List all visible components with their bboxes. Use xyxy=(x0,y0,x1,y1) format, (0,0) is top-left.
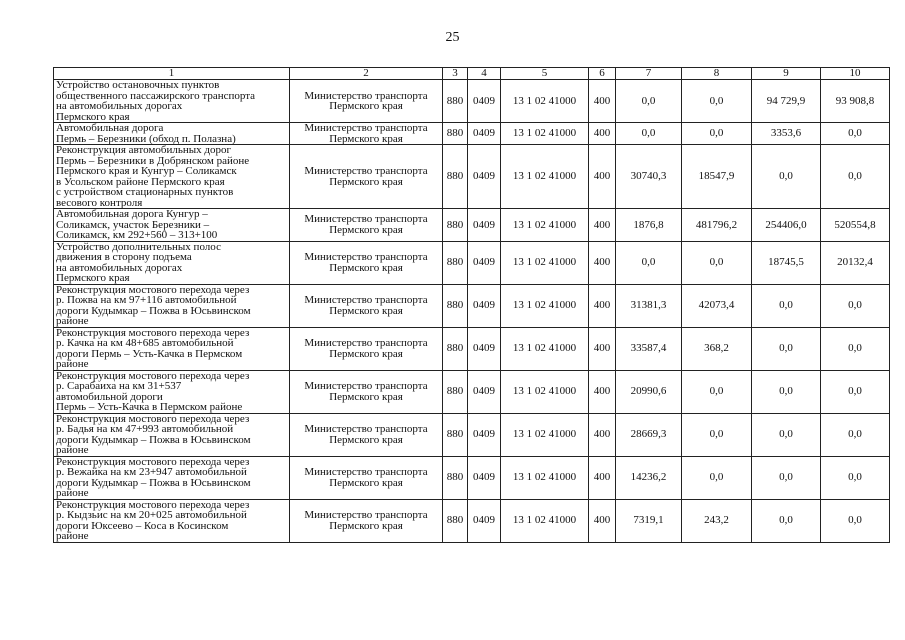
section-code-cell: 0409 xyxy=(468,209,501,242)
section-code-cell: 0409 xyxy=(468,80,501,123)
amount-cell: 0,0 xyxy=(752,413,821,456)
object-name-line: районе xyxy=(56,444,89,456)
department-code-cell: 880 xyxy=(443,413,468,456)
section-code-cell: 0409 xyxy=(468,413,501,456)
amount-cell: 18547,9 xyxy=(682,145,752,209)
amount-cell: 520554,8 xyxy=(821,209,890,242)
expense-type-cell: 400 xyxy=(589,123,616,145)
object-name-line: на автомобильных дорогах xyxy=(56,100,183,112)
object-name-line: районе xyxy=(56,315,89,327)
table-row xyxy=(54,80,890,123)
object-name-line: общественного пассажирского транспорта xyxy=(56,89,256,102)
expense-type-cell: 400 xyxy=(589,499,616,542)
table-header-row xyxy=(54,68,890,80)
object-name-cell xyxy=(54,370,290,413)
object-name-line: дороги Пермь – Усть-Качка в Пермском xyxy=(56,347,243,360)
table-body xyxy=(54,80,890,543)
section-code-cell: 0409 xyxy=(468,456,501,499)
department-code-cell: 880 xyxy=(443,327,468,370)
section-code-cell: 0409 xyxy=(468,284,501,327)
expense-type-cell: 400 xyxy=(589,80,616,123)
amount-cell: 14236,2 xyxy=(616,456,682,499)
object-name-line: р. Качка на км 48+685 автомобильной xyxy=(56,337,234,349)
object-name-line: Пермь – Усть-Качка в Пермском районе xyxy=(56,401,243,413)
target-article-cell: 13 1 02 41000 xyxy=(501,370,589,413)
amount-cell: 0,0 xyxy=(821,284,890,327)
section-code-cell: 0409 xyxy=(468,327,501,370)
page-number: 25 xyxy=(445,30,460,45)
object-name-cell xyxy=(54,209,290,242)
amount-cell: 0,0 xyxy=(682,80,752,123)
amount-cell: 30740,3 xyxy=(616,145,682,209)
amount-cell: 0,0 xyxy=(752,284,821,327)
target-article-cell: 13 1 02 41000 xyxy=(501,327,589,370)
object-name-line: р. Бадья на км 47+993 автомобильной xyxy=(56,423,234,435)
ministry-cell: Министерство транспорта Пермского края xyxy=(290,456,443,499)
object-name-line: районе xyxy=(56,530,89,542)
header-cell: 2 xyxy=(290,68,443,80)
header-cell: 8 xyxy=(682,68,752,80)
object-name-line: р. Кыдзьис на км 20+025 автомобильной xyxy=(56,509,247,521)
amount-cell: 0,0 xyxy=(752,327,821,370)
table-row xyxy=(54,241,890,284)
object-name-line: Реконструкция автомобильных дорог xyxy=(56,144,231,156)
ministry-cell: Министерство транспорта Пермского края xyxy=(290,209,443,242)
object-name-line: Реконструкция мостового перехода через xyxy=(56,413,250,425)
expense-type-cell: 400 xyxy=(589,145,616,209)
header-cell: 1 xyxy=(54,68,290,80)
amount-cell: 31381,3 xyxy=(616,284,682,327)
ministry-cell: Министерство транспорта Пермского края xyxy=(290,123,443,145)
header-cell: 7 xyxy=(616,68,682,80)
object-name-line: Реконструкция мостового перехода через xyxy=(56,456,250,468)
object-name-line: Пермь – Березники в Добрянском районе xyxy=(56,154,250,167)
expense-type-cell: 400 xyxy=(589,284,616,327)
section-code-cell: 0409 xyxy=(468,123,501,145)
amount-cell: 0,0 xyxy=(821,499,890,542)
object-name-line: на автомобильных дорогах xyxy=(56,261,183,274)
amount-cell: 0,0 xyxy=(821,123,890,145)
department-code-cell: 880 xyxy=(443,499,468,542)
ministry-cell: Министерство транспорта Пермского края xyxy=(290,145,443,209)
object-name-cell xyxy=(54,413,290,456)
object-name-line: Устройство остановочных пунктов xyxy=(56,79,220,91)
object-name-line: дороги Кудымкар – Пожва в Юсьвинском xyxy=(56,304,251,317)
object-name-line: весового контроля xyxy=(56,196,143,209)
object-name-line: Автомобильная дорога xyxy=(56,122,164,134)
amount-cell: 0,0 xyxy=(752,456,821,499)
ministry-cell: Министерство транспорта Пермского края xyxy=(290,370,443,413)
target-article-cell: 13 1 02 41000 xyxy=(501,413,589,456)
object-name-line: р. Вежайка на км 23+947 автомобильной xyxy=(56,466,247,478)
amount-cell: 481796,2 xyxy=(682,209,752,242)
expense-type-cell: 400 xyxy=(589,209,616,242)
amount-cell: 254406,0 xyxy=(752,209,821,242)
target-article-cell: 13 1 02 41000 xyxy=(501,80,589,123)
amount-cell: 20132,4 xyxy=(821,241,890,284)
object-name-line: Автомобильная дорога Кунгур – xyxy=(56,208,208,220)
table-row xyxy=(54,145,890,209)
table-row xyxy=(54,370,890,413)
amount-cell: 368,2 xyxy=(682,327,752,370)
amount-cell: 20990,6 xyxy=(616,370,682,413)
section-code-cell: 0409 xyxy=(468,241,501,284)
object-name-line: Соликамск, км 292+560 – 313+100 xyxy=(56,229,218,241)
department-code-cell: 880 xyxy=(443,209,468,242)
object-name-line: движения в сторону подъема xyxy=(56,251,192,263)
object-name-cell xyxy=(54,499,290,542)
amount-cell: 0,0 xyxy=(682,456,752,499)
amount-cell: 28669,3 xyxy=(616,413,682,456)
table-row xyxy=(54,413,890,456)
amount-cell: 0,0 xyxy=(752,370,821,413)
header-cell: 6 xyxy=(589,68,616,80)
amount-cell: 33587,4 xyxy=(616,327,682,370)
amount-cell: 3353,6 xyxy=(752,123,821,145)
amount-cell: 93 908,8 xyxy=(821,80,890,123)
department-code-cell: 880 xyxy=(443,123,468,145)
department-code-cell: 880 xyxy=(443,241,468,284)
amount-cell: 243,2 xyxy=(682,499,752,542)
object-name-line: районе xyxy=(56,487,89,499)
table-row xyxy=(54,284,890,327)
object-name-cell xyxy=(54,241,290,284)
section-code-cell: 0409 xyxy=(468,145,501,209)
object-name-cell xyxy=(54,80,290,123)
amount-cell: 0,0 xyxy=(682,370,752,413)
header-cell: 4 xyxy=(468,68,501,80)
department-code-cell: 880 xyxy=(443,145,468,209)
expense-type-cell: 400 xyxy=(589,241,616,284)
object-name-line: Пермского края xyxy=(56,272,130,284)
object-name-line: Пермского края xyxy=(56,110,130,123)
target-article-cell: 13 1 02 41000 xyxy=(501,499,589,542)
amount-cell: 94 729,9 xyxy=(752,80,821,123)
section-code-cell: 0409 xyxy=(468,370,501,413)
department-code-cell: 880 xyxy=(443,80,468,123)
table-row xyxy=(54,499,890,542)
amount-cell: 42073,4 xyxy=(682,284,752,327)
object-name-cell xyxy=(54,284,290,327)
header-cell: 5 xyxy=(501,68,589,80)
amount-cell: 0,0 xyxy=(821,413,890,456)
amount-cell: 0,0 xyxy=(616,241,682,284)
target-article-cell: 13 1 02 41000 xyxy=(501,123,589,145)
header-cell: 3 xyxy=(443,68,468,80)
department-code-cell: 880 xyxy=(443,456,468,499)
amount-cell: 0,0 xyxy=(752,145,821,209)
amount-cell: 1876,8 xyxy=(616,209,682,242)
expense-type-cell: 400 xyxy=(589,370,616,413)
department-code-cell: 880 xyxy=(443,284,468,327)
object-name-line: Реконструкция мостового перехода через xyxy=(56,370,250,382)
object-name-line: Реконструкция мостового перехода через xyxy=(56,284,250,296)
object-name-line: дороги Кудымкар – Пожва в Юсьвинском xyxy=(56,433,251,446)
amount-cell: 0,0 xyxy=(682,413,752,456)
amount-cell: 0,0 xyxy=(821,370,890,413)
object-name-cell xyxy=(54,327,290,370)
object-name-line: Устройство дополнительных полос xyxy=(56,241,221,253)
target-article-cell: 13 1 02 41000 xyxy=(501,241,589,284)
target-article-cell: 13 1 02 41000 xyxy=(501,284,589,327)
ministry-cell: Министерство транспорта Пермского края xyxy=(290,80,443,123)
object-name-line: р. Пожва на км 97+116 автомобильной xyxy=(56,294,237,306)
ministry-cell: Министерство транспорта Пермского края xyxy=(290,499,443,542)
object-name-line: Пермского края и Кунгур – Соликамск xyxy=(56,165,237,177)
expense-type-cell: 400 xyxy=(589,413,616,456)
ministry-cell: Министерство транспорта Пермского края xyxy=(290,413,443,456)
amount-cell: 0,0 xyxy=(682,241,752,284)
expense-type-cell: 400 xyxy=(589,456,616,499)
table-row xyxy=(54,123,890,145)
amount-cell: 0,0 xyxy=(821,456,890,499)
object-name-line: районе xyxy=(56,358,89,370)
target-article-cell: 13 1 02 41000 xyxy=(501,456,589,499)
target-article-cell: 13 1 02 41000 xyxy=(501,209,589,242)
ministry-cell: Министерство транспорта Пермского края xyxy=(290,327,443,370)
object-name-cell xyxy=(54,456,290,499)
object-name-line: Реконструкция мостового перехода через xyxy=(56,499,250,511)
object-name-line: с устройством стационарных пунктов xyxy=(56,186,234,198)
ministry-cell: Министерство транспорта Пермского края xyxy=(290,284,443,327)
object-name-line: Пермь – Березники (обход п. Полазна) xyxy=(56,132,236,145)
amount-cell: 18745,5 xyxy=(752,241,821,284)
object-name-line: Соликамск, участок Березники – xyxy=(56,218,210,231)
target-article-cell: 13 1 02 41000 xyxy=(501,145,589,209)
expense-type-cell: 400 xyxy=(589,327,616,370)
budget-table xyxy=(53,67,890,543)
object-name-line: дороги Кудымкар – Пожва в Юсьвинском xyxy=(56,476,251,489)
header-cell: 9 xyxy=(752,68,821,80)
amount-cell: 7319,1 xyxy=(616,499,682,542)
department-code-cell: 880 xyxy=(443,370,468,413)
header-cell: 10 xyxy=(821,68,890,80)
table-row xyxy=(54,456,890,499)
ministry-cell: Министерство транспорта Пермского края xyxy=(290,241,443,284)
amount-cell: 0,0 xyxy=(752,499,821,542)
object-name-line: в Усольском районе Пермского края xyxy=(56,175,225,188)
object-name-line: дороги Юксеево – Коса в Косинском xyxy=(56,519,229,532)
object-name-line: Реконструкция мостового перехода через xyxy=(56,327,250,339)
section-code-cell: 0409 xyxy=(468,499,501,542)
table-row xyxy=(54,327,890,370)
amount-cell: 0,0 xyxy=(821,145,890,209)
amount-cell: 0,0 xyxy=(682,123,752,145)
amount-cell: 0,0 xyxy=(821,327,890,370)
object-name-cell xyxy=(54,123,290,145)
amount-cell: 0,0 xyxy=(616,123,682,145)
object-name-cell xyxy=(54,145,290,209)
amount-cell: 0,0 xyxy=(616,80,682,123)
object-name-line: автомобильной дороги xyxy=(56,390,163,403)
object-name-line: р. Сарабаиха на км 31+537 xyxy=(56,380,182,392)
table-row xyxy=(54,209,890,242)
